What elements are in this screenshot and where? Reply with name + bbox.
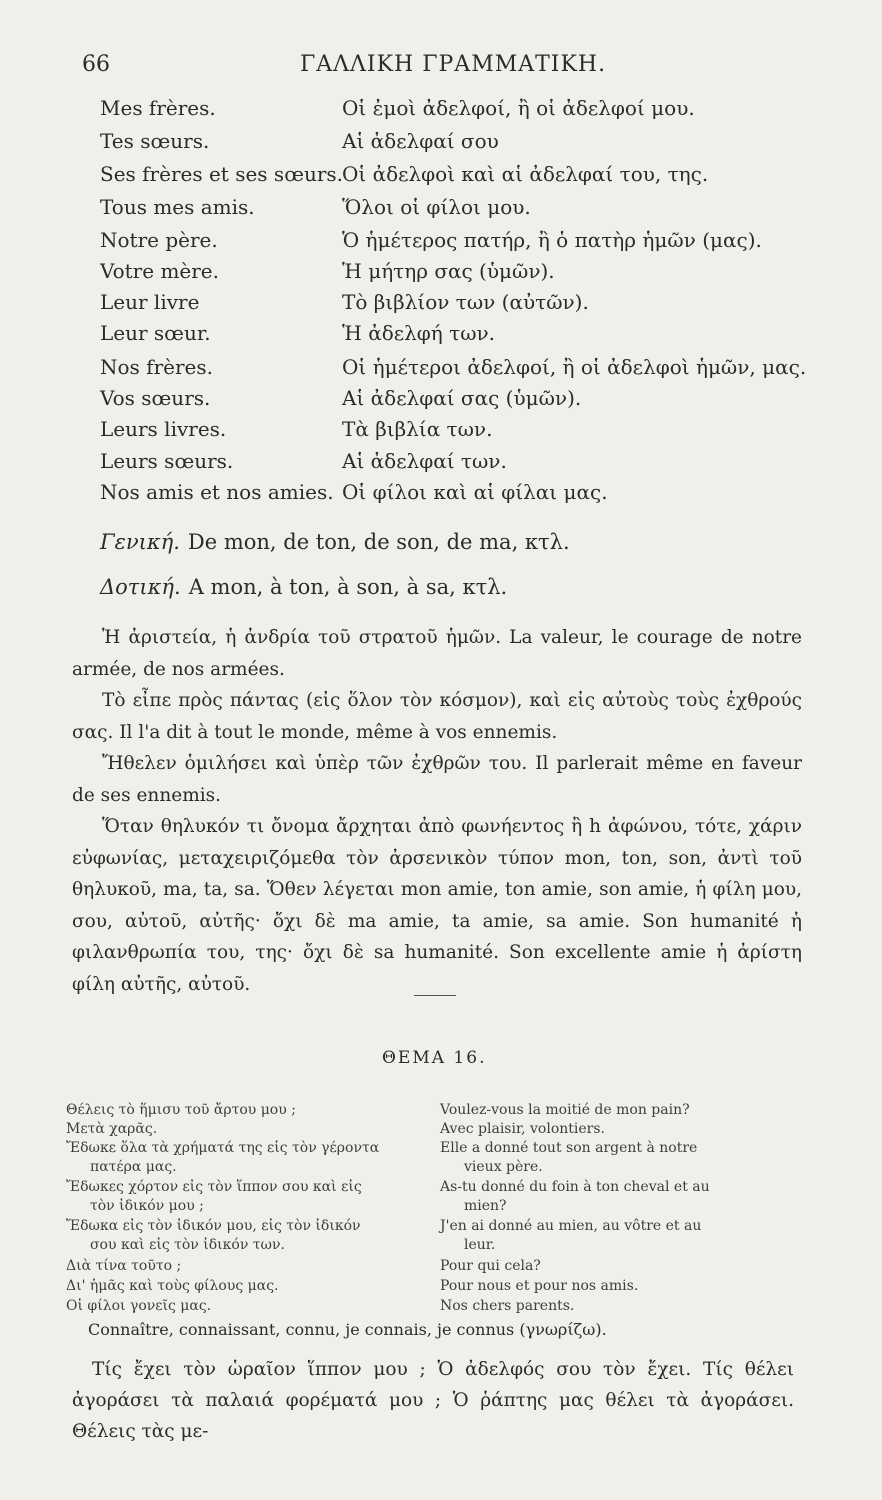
greek-phrase: Ὅλοι οἱ φίλοι μου. [342,195,531,219]
french-phrase: Leur livre [100,290,200,314]
dative-label: Δοτική. [100,575,181,599]
genitive-line [100,530,570,554]
genitive-text: De mon, de ton, de son, de ma, κτλ. [187,530,570,554]
possessive-row [0,195,882,227]
greek-sentence: Διὰ τίνα τοῦτο ; [66,1258,182,1274]
greek-phrase: Τὰ βιβλία των. [342,417,493,441]
greek-continuation: τὸν ἰδικόν μου ; [90,1197,204,1214]
paragraph: Ἡ ἀριστεία, ἡ ἀνδρία τοῦ στρατοῦ ἡμῶν. La valeur, le courage de notre armée, de nos armées. [72,627,802,680]
dative-text: A mon, à ton, à son, à sa, κτλ. [188,575,508,599]
possessive-row [0,480,882,512]
possessive-row [0,96,882,128]
possessive-row [0,355,882,387]
possessive-row [0,129,882,161]
exercise-title: ΘΕΜΑ 16. [382,1048,487,1068]
greek-phrase: Αἱ ἀδελφαί σας (ὑμῶν). [342,386,582,410]
french-phrase: Tes sœurs. [100,129,210,153]
possessive-row [0,290,882,322]
french-line: J'en ai donné au mien, au vôtre et au [440,1218,702,1234]
greek-phrase: Ἡ ἀδελφή των. [342,321,496,345]
french-phrase: Leurs livres. [100,417,227,441]
french-sentence: Nos chers parents. [440,1298,575,1314]
greek-phrase: Τὸ βιβλίον των (αὐτῶν). [342,290,589,314]
greek-sentence: Οἱ φίλοι γονεῖς μας. [66,1298,212,1314]
greek-continuation: σου καὶ εἰς τὸν ἰδικόν των. [90,1236,285,1253]
greek-sentence [66,1139,426,1176]
french-phrase: Nos amis et nos amies. [100,480,334,504]
greek-phrase: Οἱ φίλοι καὶ αἱ φίλαι μας. [342,480,608,504]
french-continuation: mien? [464,1197,507,1214]
paragraph: Τίς ἔχει τὸν ὡραῖον ἵππον μου ; Ὁ ἀδελφός σου τὸν ἔχει. Τίς θέλει ἀγοράσει τὰ παλαιά φορέματά μου ; Ὁ ῥάπτης μας θέλει τὰ ἀγοράσει. Θέλεις τὰς με- [72,1359,794,1442]
greek-phrase: Οἱ ἀδελφοὶ καὶ αἱ ἀδελφαί του, της. [342,162,709,186]
french-phrase: Tous mes amis. [100,195,255,219]
french-phrase: Mes frères. [100,96,216,120]
greek-phrase: Οἱ ἐμοὶ ἀδελφοί, ἢ οἱ ἀδελφοί μου. [342,96,695,120]
french-continuation: leur. [464,1236,496,1253]
possessive-row [0,259,882,291]
french-phrase: Leur sœur. [100,321,211,345]
possessive-row [0,386,882,418]
french-phrase: Nos frères. [100,355,213,379]
possessive-row [0,417,882,449]
body-text [72,622,802,1000]
greek-line: Ἔδωκες χόρτον εἰς τὸν ἵππον σου καὶ εἰς [66,1179,362,1195]
divider-rule [414,995,456,996]
greek-sentence: Μετὰ χαρᾶς. [66,1121,158,1137]
french-sentence: Pour nous et pour nos amis. [440,1278,639,1294]
greek-sentence [66,1178,426,1215]
french-phrase: Vos sœurs. [100,386,211,410]
french-phrase: Notre père. [100,228,218,252]
french-sentence: Pour qui cela? [440,1258,541,1274]
greek-sentence: Θέλεις τὸ ἥμισυ τοῦ ἄρτου μου ; [66,1102,296,1118]
possessive-row [0,162,882,194]
closing-text [72,1354,794,1447]
french-line: As-tu donné du foin à ton cheval et au [440,1179,710,1195]
dative-line [100,575,507,599]
greek-phrase: Ἡ μήτηρ σας (ὑμῶν). [342,259,555,283]
greek-phrase: Ὁ ἡμέτερος πατήρ, ἢ ὁ πατὴρ ἡμῶν (μας). [342,228,762,252]
french-phrase: Votre mère. [100,259,219,283]
possessive-row [0,321,882,353]
greek-line: Ἔδωκε ὅλα τὰ χρήματά της εἰς τὸν γέροντα [66,1140,380,1156]
greek-phrase: Αἱ ἀδελφαί σου [342,129,499,153]
page-number: 66 [82,52,110,77]
french-sentence: Avec plaisir, volontiers. [440,1121,605,1137]
french-continuation: vieux père. [464,1158,543,1175]
paragraph: Ἤθελεν ὁμιλήσει καὶ ὑπὲρ τῶν ἐχθρῶν του. Il parlerait même en faveur de ses ennemis. [72,753,802,806]
greek-sentence: Δι' ἡμᾶς καὶ τοὺς φίλους μας. [66,1278,279,1294]
genitive-label: Γενική. [100,530,180,554]
french-sentence [440,1139,792,1176]
greek-line: Ἔδωκα εἰς τὸν ἰδικόν μου, εἰς τὸν ἰδικόν [66,1218,361,1234]
french-sentence: Voulez-vous la moitié de mon pain? [440,1102,690,1118]
paragraph: Ὅταν θηλυκόν τι ὄνομα ἄρχηται ἀπὸ φωνήεντος ἢ h ἀφώνου, τότε, χάριν εὐφωνίας, μεταχειριζόμεθα τὸν ἀρσενικὸν τύπον mon, ton, son, ἀντὶ τοῦ θηλυκοῦ, ma, ta, sa. Ὅθεν λέγεται mon amie, ton amie, son amie, ἡ φίλη μου, σου, αὐτοῦ, αὐτῆς· ὄχι δὲ ma amie, ta amie, sa amie. Son humanité ἡ φιλανθρωπία του, της· ὄχι δὲ sa humanité. Son excellente amie ἡ ἀρίστη φίλη αὐτῆς, αὐτοῦ. [72,816,802,995]
greek-sentence [66,1217,426,1254]
running-title: ΓΑΛΛΙΚΗ ΓΡΑΜΜΑΤΙΚΗ. [300,52,607,77]
verb-note: Connaître, connaissant, connu, je connais, je connus (γνωρίζω). [88,1320,607,1339]
french-phrase: Leurs sœurs. [100,449,234,473]
possessive-row [0,449,882,481]
french-sentence [440,1217,792,1254]
french-sentence [440,1178,792,1215]
greek-continuation: πατέρα μας. [90,1158,177,1175]
possessive-row [0,228,882,260]
french-phrase: Ses frères et ses sœurs. [100,162,344,186]
greek-phrase: Αἱ ἀδελφαί των. [342,449,507,473]
paragraph: Τὸ εἶπε πρὸς πάντας (εἰς ὅλον τὸν κόσμον), καὶ εἰς αὐτοὺς τοὺς ἐχθρούς σας. Il l'a dit à tout le monde, même à vos ennemis. [72,690,802,743]
greek-phrase: Οἱ ἡμέτεροι ἀδελφοί, ἢ οἱ ἀδελφοὶ ἡμῶν, μας. [342,355,807,379]
french-line: Elle a donné tout son argent à notre [440,1140,698,1156]
